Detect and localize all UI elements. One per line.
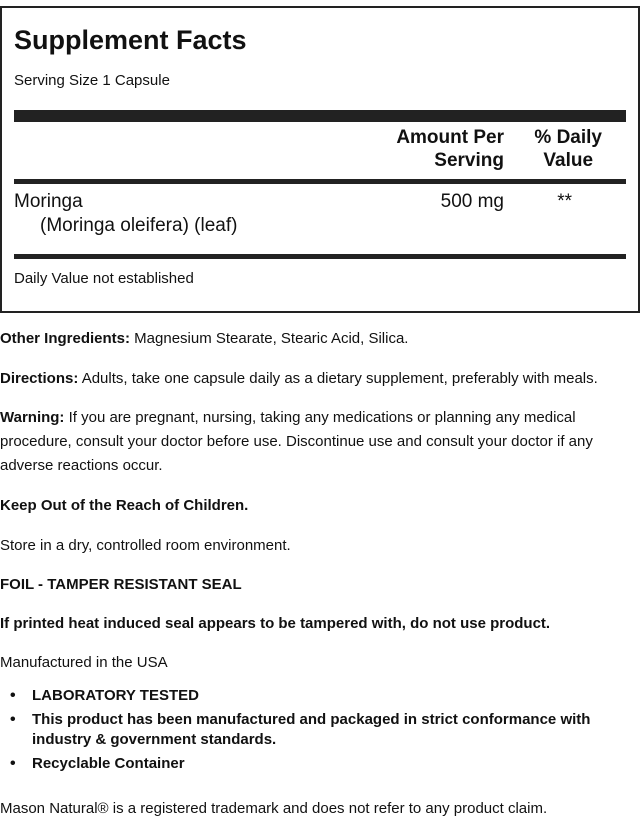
feature-list [0, 686, 636, 778]
thick-divider [14, 110, 626, 122]
facts-title: Supplement Facts [14, 25, 247, 55]
ingredient-daily-value: ** [557, 191, 572, 212]
dv-header-line1: % Daily [534, 127, 602, 148]
manufactured-in: Manufactured in the USA [0, 654, 168, 671]
storage-instructions: Store in a dry, controlled room environment. [0, 537, 291, 554]
amount-header-line1: Amount Per [396, 127, 504, 148]
ingredient-source: (Moringa oleifera) (leaf) [40, 215, 238, 236]
medium-divider [14, 179, 626, 184]
ingredient-name: Moringa [14, 191, 83, 212]
amount-header-line2: Serving [434, 150, 504, 171]
list-item: • This product has been manufactured and packaged in strict conformance with industry & government standards. [0, 710, 636, 750]
list-item: • Recyclable Container [0, 754, 636, 774]
ingredient-amount: 500 mg [440, 191, 504, 212]
daily-value-header [534, 126, 602, 172]
daily-value-footnote: Daily Value not established [14, 270, 194, 287]
other-ingredients [0, 327, 636, 351]
warning-label: Warning: [0, 409, 65, 426]
directions-label: Directions: [0, 370, 79, 387]
keep-out-notice: Keep Out of the Reach of Children. [0, 497, 249, 514]
dv-header-line2: Value [543, 150, 594, 171]
serving-size: Serving Size 1 Capsule [14, 72, 170, 89]
warning-text: If you are pregnant, nursing, taking any medications or planning any medical procedure, consult your doctor before use. Discontinue use and consult your doctor if any adverse reactions occur. [0, 409, 593, 474]
warning [0, 406, 636, 478]
foil-seal-heading: FOIL - TAMPER RESISTANT SEAL [0, 576, 242, 593]
trademark-notice: Mason Natural® is a registered trademark and does not refer to any product claim. [0, 800, 548, 817]
directions-text: Adults, take one capsule daily as a dietary supplement, preferably with meals. [78, 370, 598, 387]
other-ingredients-label: Other Ingredients: [0, 330, 131, 347]
bottom-divider [14, 254, 626, 259]
amount-per-serving-header [396, 126, 504, 172]
other-ingredients-text: Magnesium Stearate, Stearic Acid, Silica. [130, 330, 409, 347]
directions [0, 367, 636, 391]
supplement-facts-panel [0, 6, 640, 313]
seal-notice: If printed heat induced seal appears to be tampered with, do not use product. [0, 615, 551, 632]
list-item: • LABORATORY TESTED [0, 686, 636, 706]
